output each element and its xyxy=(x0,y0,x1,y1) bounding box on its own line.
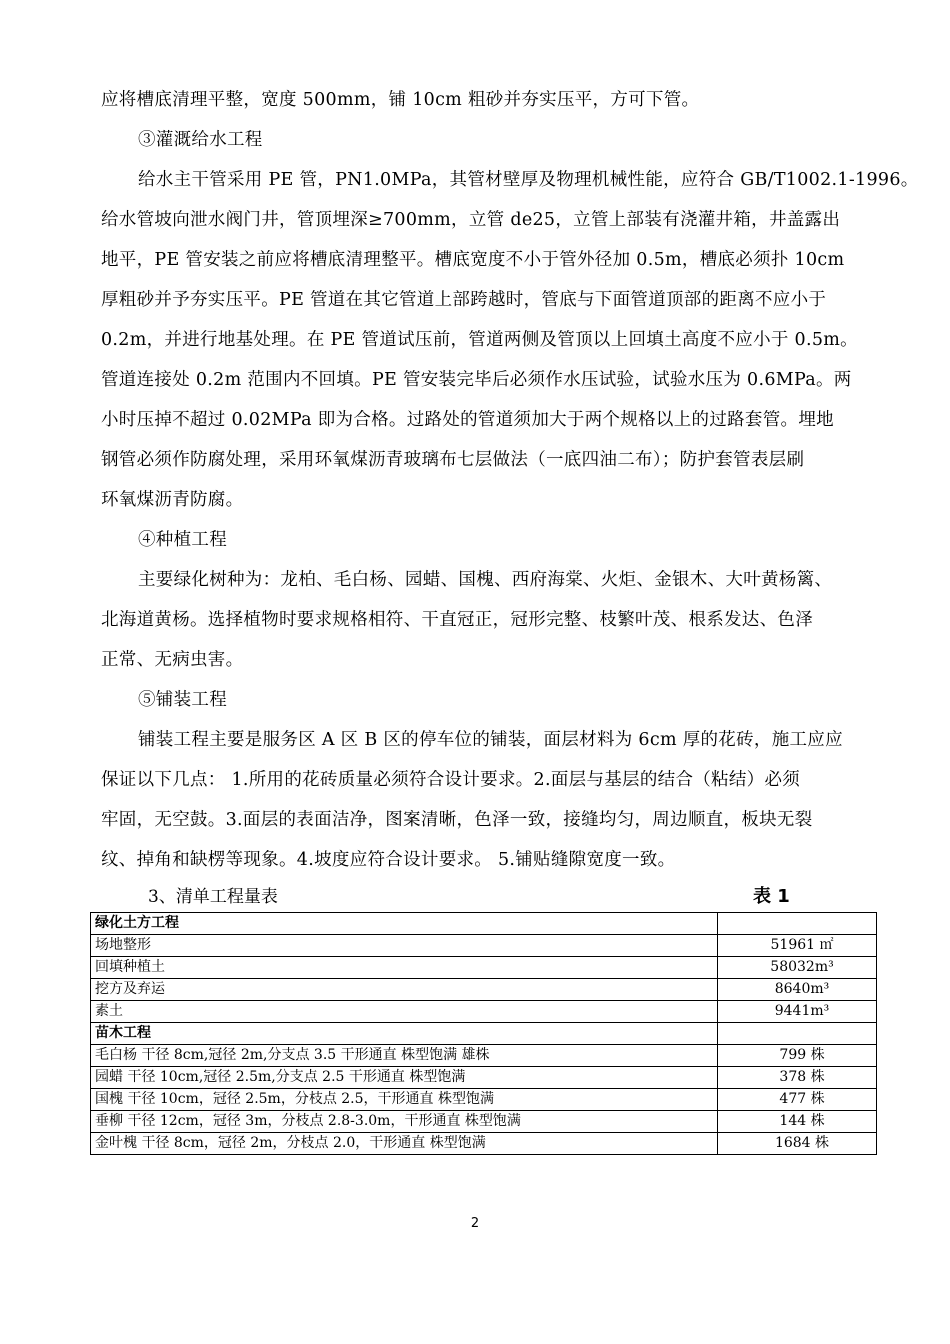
paragraph-line: 铺装工程主要是服务区 A 区 B 区的停车位的铺装，面层材料为 6cm 厚的花砖，施工应应 xyxy=(138,730,843,750)
table-row xyxy=(91,1045,877,1067)
paragraph-line: 牢固，无空鼓。3.面层的表面洁净，图案清晰，色泽一致，接缝均匀，周边顺直，板块无裂 xyxy=(101,810,813,830)
paragraph-line: 地平，PE 管安装之前应将槽底清理整平。槽底宽度不小于管外径加 0.5m，槽底必须扑 10cm xyxy=(101,250,845,270)
section-heading-planting: ④种植工程 xyxy=(138,530,227,550)
paragraph-line: 保证以下几点： 1.所用的花砖质量必须符合设计要求。2.面层与基层的结合（粘结）必须 xyxy=(101,770,801,790)
table-cell-qty: 9441m³ xyxy=(718,1001,877,1023)
table-cell-item: 园蜡 干径 10cm,冠径 2.5m,分支点 2.5 干形通直 株型饱满 xyxy=(91,1067,718,1089)
table-cell-item: 垂柳 干径 12cm，冠径 3m，分枝点 2.8-3.0m，干形通直 株型饱满 xyxy=(91,1111,718,1133)
table-cell-item: 素土 xyxy=(91,1001,718,1023)
section-heading-paving: ⑤铺装工程 xyxy=(138,690,227,710)
section-heading-irrigation: ③灌溉给水工程 xyxy=(138,130,263,150)
paragraph-line: 钢管必须作防腐处理，采用环氧煤沥青玻璃布七层做法（一底四油二布）；防护套管表层刷 xyxy=(101,450,805,470)
paragraph-line: 管道连接处 0.2m 范围内不回填。PE 管安装完毕后必须作水压试验，试验水压为 0.6MPa。两 xyxy=(101,370,852,390)
table-row xyxy=(91,935,877,957)
table-cell-qty xyxy=(718,1023,877,1045)
paragraph-line: 正常、无病虫害。 xyxy=(101,650,244,670)
table-cell-qty: 58032m³ xyxy=(718,957,877,979)
paragraph-line: 北海道黄杨。选择植物时要求规格相符、干直冠正，冠形完整、枝繁叶茂、根系发达、色泽 xyxy=(101,610,813,630)
table-cell-qty xyxy=(718,913,877,935)
table-row xyxy=(91,1133,877,1155)
paragraph-line: 主要绿化树种为：龙柏、毛白杨、园蜡、国槐、西府海棠、火炬、金银木、大叶黄杨篱、 xyxy=(138,570,833,590)
table-row xyxy=(91,1001,877,1023)
table-cell-item: 国槐 干径 10cm，冠径 2.5m，分枝点 2.5，干形通直 株型饱满 xyxy=(91,1089,718,1111)
paragraph-line: 小时压掉不超过 0.02MPa 即为合格。过路处的管道须加大于两个规格以上的过路套管。埋地 xyxy=(101,410,834,430)
table-caption: 3、清单工程量表 xyxy=(148,887,278,907)
table-cell-item: 场地整形 xyxy=(91,935,718,957)
table-cell-item: 回填种植土 xyxy=(91,957,718,979)
table-section-row xyxy=(91,1023,877,1045)
table-row xyxy=(91,1111,877,1133)
table-row xyxy=(91,979,877,1001)
table-cell-qty: 378 株 xyxy=(718,1067,877,1089)
table-cell-qty: 799 株 xyxy=(718,1045,877,1067)
table-row xyxy=(91,957,877,979)
table-cell-qty: 51961 ㎡ xyxy=(718,935,877,957)
table-cell-item: 绿化土方工程 xyxy=(91,913,718,935)
table-number: 表 1 xyxy=(753,886,790,907)
table-cell-item: 挖方及弃运 xyxy=(91,979,718,1001)
table-cell-qty: 1684 株 xyxy=(718,1133,877,1155)
paragraph-line: 应将槽底清理平整，宽度 500mm，铺 10cm 粗砂并夯实压平，方可下管。 xyxy=(101,90,700,110)
table-row xyxy=(91,1089,877,1111)
table-cell-qty: 144 株 xyxy=(718,1111,877,1133)
paragraph-line: 厚粗砂并予夯实压平。PE 管道在其它管道上部跨越时，管底与下面管道顶部的距离不应小于 xyxy=(101,290,827,310)
table-cell-item: 苗木工程 xyxy=(91,1023,718,1045)
paragraph-line: 纹、掉角和缺楞等现象。4.坡度应符合设计要求。 5.铺贴缝隙宽度一致。 xyxy=(101,850,676,870)
paragraph-line: 环氧煤沥青防腐。 xyxy=(101,490,244,510)
paragraph-line: 给水主干管采用 PE 管，PN1.0MPa，其管材壁厚及物理机械性能，应符合 GB/T1002.1-1996。 xyxy=(138,170,919,190)
quantity-table xyxy=(90,912,877,1155)
table-cell-qty: 477 株 xyxy=(718,1089,877,1111)
table-cell-qty: 8640m³ xyxy=(718,979,877,1001)
table-section-row xyxy=(91,913,877,935)
paragraph-line: 给水管坡向泄水阀门井，管顶埋深≥700mm，立管 de25，立管上部装有浇灌井箱，井盖露出 xyxy=(101,210,841,230)
page-number: 2 xyxy=(470,1216,480,1231)
table-cell-item: 毛白杨 干径 8cm,冠径 2m,分支点 3.5 干形通直 株型饱满 雄株 xyxy=(91,1045,718,1067)
paragraph-line: 0.2m，并进行地基处理。在 PE 管道试压前，管道两侧及管顶以上回填土高度不应小于 0.5m。 xyxy=(101,330,858,350)
table-cell-item: 金叶槐 干径 8cm，冠径 2m，分枝点 2.0，干形通直 株型饱满 xyxy=(91,1133,718,1155)
table-row xyxy=(91,1067,877,1089)
